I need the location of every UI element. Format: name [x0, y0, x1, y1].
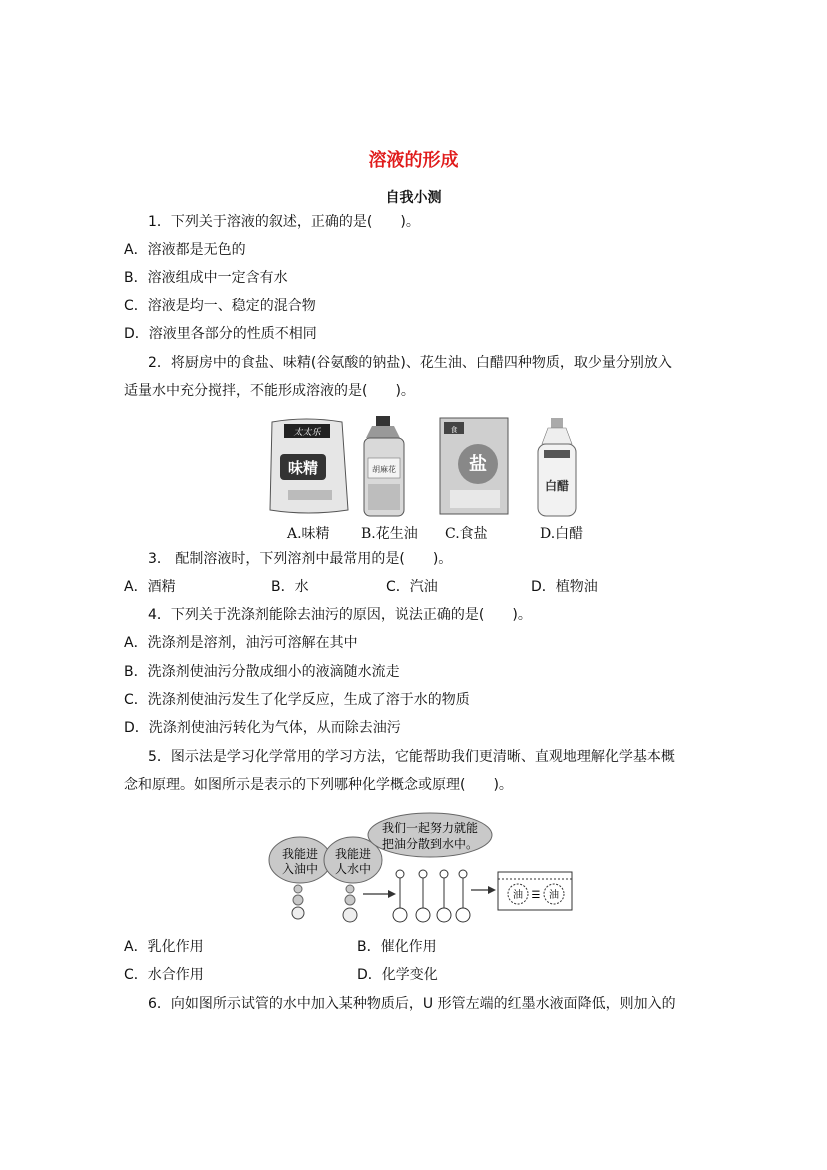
svg-text:我们一起努力就能: 我们一起努力就能: [381, 821, 479, 835]
q3-stem: 3． 配制溶液时，下列溶剂中最常用的是( )。: [148, 551, 453, 567]
q5-stem-line1: 5．图示法是学习化学常用的学习方法，它能帮助我们更清晰、直观地理解化学基本概: [148, 749, 675, 765]
q2-stem-line1: 2．将厨房中的食盐、味精(谷氨酸的钠盐)、花生油、白醋四种物质，取少量分别放入: [148, 355, 672, 371]
q1-option-b: B．溶液组成中一定含有水: [124, 270, 288, 286]
q2-products-figure: [266, 414, 596, 520]
q1-option-d: D．溶液里各部分的性质不相同: [124, 326, 317, 342]
q5-option-c: C．水合作用: [124, 967, 204, 983]
salt-main-text: 盐: [469, 454, 487, 475]
q4-option-d: D．洗涤剂使油污转化为气体，从而除去油污: [124, 720, 401, 736]
vinegar-bottle-image: [538, 418, 576, 516]
q4-option-a: A．洗涤剂是溶剂，油污可溶解在其中: [124, 635, 358, 651]
q6-stem-line1: 6．向如图所示试管的水中加入某种物质后，U 形管左端的红墨水液面降低，则加入的: [148, 996, 676, 1012]
svg-text:油: 油: [549, 890, 559, 901]
q5-option-a: A．乳化作用: [124, 939, 204, 955]
msg-main-text: 味精: [287, 459, 319, 477]
svg-text:我能进: 我能进: [281, 847, 319, 861]
q2-caption-d: D.白醋: [540, 526, 584, 542]
q4-option-c: C．洗涤剂使油污发生了化学反应，生成了溶于水的物质: [124, 692, 470, 708]
q3-option-c: C．汽油: [386, 579, 438, 595]
q5-emulsion-diagram: [266, 812, 578, 930]
vinegar-label-text: 白醋: [544, 479, 570, 493]
msg-brand-text: 太太乐: [293, 428, 321, 438]
q3-option-b: B．水: [271, 579, 309, 595]
q1-option-a: A．溶液都是无色的: [124, 242, 246, 258]
oil-label-text: 胡麻花: [372, 465, 396, 474]
q1-stem: 1．下列关于溶液的叙述，正确的是( )。: [148, 214, 420, 230]
q2-stem-line2: 适量水中充分搅拌，不能形成溶液的是( )。: [124, 383, 415, 399]
section-title: 自我小测: [385, 190, 442, 206]
q3-option-a: A．酒精: [124, 579, 176, 595]
q3-option-d: D．植物油: [531, 579, 598, 595]
salt-brand-text: 食: [450, 426, 458, 434]
q5-option-d: D．化学变化: [357, 967, 438, 983]
q2-caption-b: B.花生油: [361, 526, 418, 542]
msg-bag-image: [270, 419, 348, 513]
svg-text:我能进: 我能进: [334, 847, 372, 861]
q5-option-b: B．催化作用: [357, 939, 437, 955]
q4-option-b: B．洗涤剂使油污分散成细小的液滴随水流走: [124, 664, 400, 680]
svg-text:☰: ☰: [531, 890, 541, 901]
q4-stem: 4．下列关于洗涤剂能除去油污的原因，说法正确的是( )。: [148, 607, 532, 623]
q1-option-c: C．溶液是均一、稳定的混合物: [124, 298, 316, 314]
page-title: 溶液的形成: [368, 150, 459, 171]
q2-caption-a: A.味精: [287, 526, 330, 542]
oil-drop-label: 油: [513, 890, 523, 901]
salt-bag-image: [440, 418, 508, 514]
oil-bottle-image: [364, 416, 404, 516]
svg-text:把油分散到水中。: 把油分散到水中。: [381, 837, 479, 851]
q2-caption-c: C.食盐: [445, 526, 488, 542]
svg-text:人水中: 人水中: [334, 862, 372, 876]
q5-stem-line2: 念和原理。如图所示是表示的下列哪种化学概念或原理( )。: [124, 777, 513, 793]
svg-text:入油中: 入油中: [281, 862, 319, 876]
